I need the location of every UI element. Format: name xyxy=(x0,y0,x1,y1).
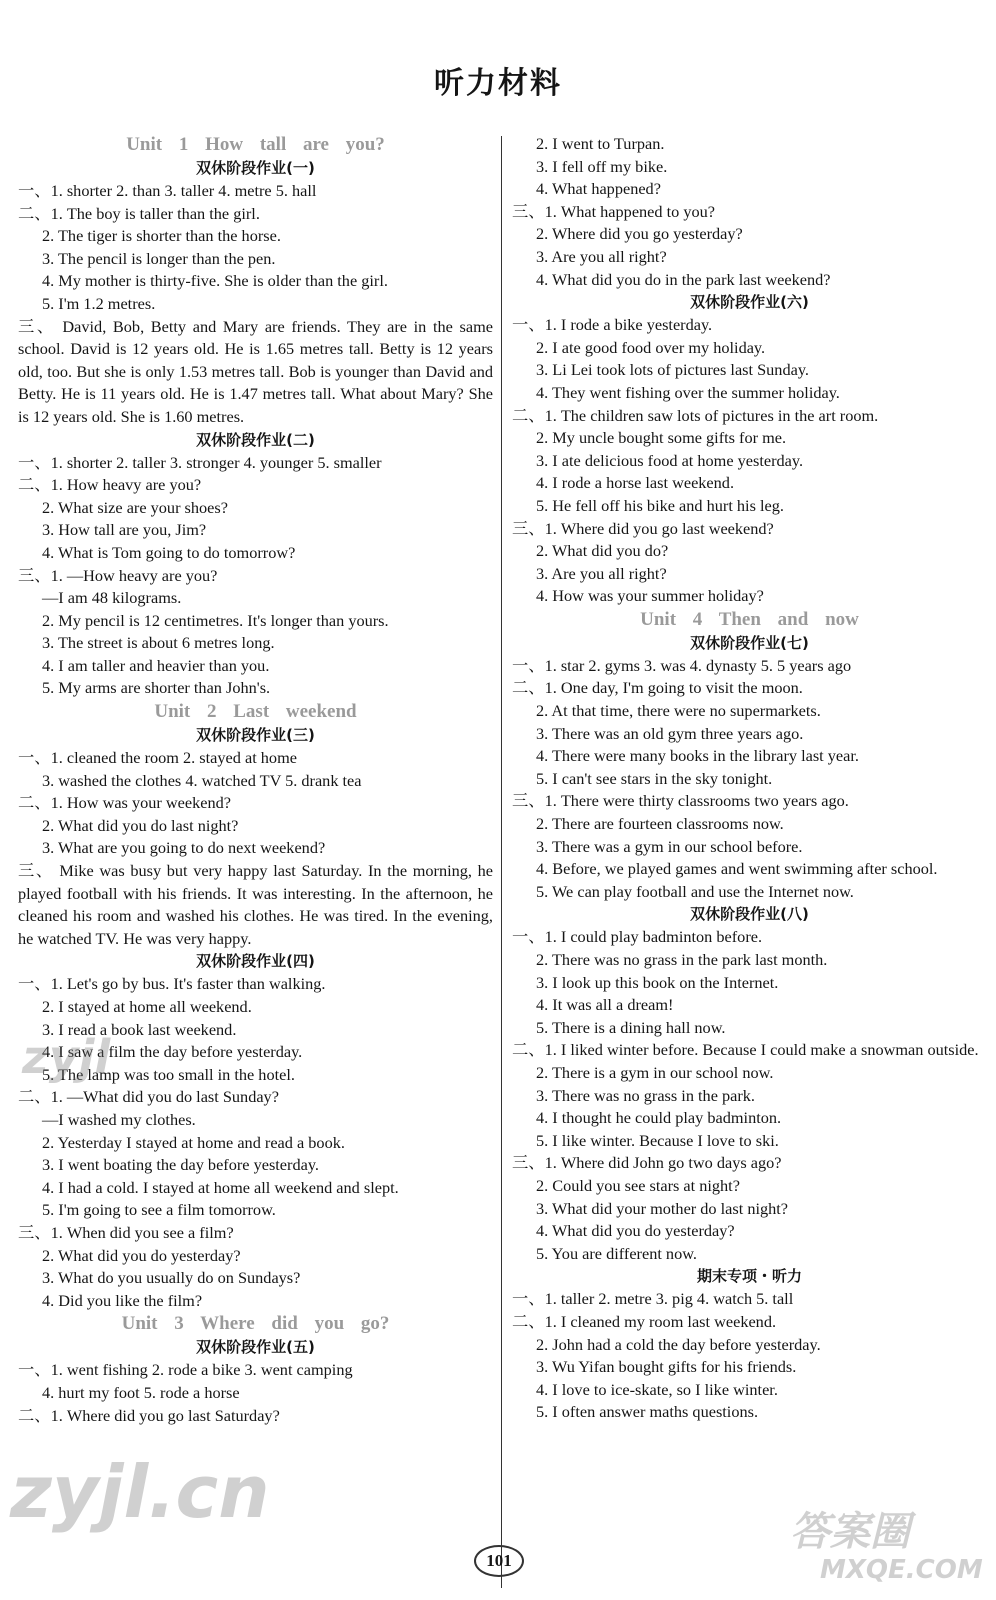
answer-line: 2. Could you see stars at night? xyxy=(536,1175,740,1195)
answer-line: 5. I can't see stars in the sky tonight. xyxy=(536,768,773,788)
unit-heading: Unit 2 Last weekend xyxy=(154,701,357,723)
answer-line: 5. You are different now. xyxy=(536,1243,697,1263)
answer-line: 4. I rode a horse last weekend. xyxy=(536,473,735,493)
unit-heading: Unit 3 Where did you go? xyxy=(121,1313,390,1335)
answer-line: 4. They went fishing over the summer holiday. xyxy=(536,382,840,402)
answer-line: 4. Before, we played games and went swimming after school. xyxy=(536,859,938,879)
answer-line: 3. The pencil is longer than the pen. xyxy=(42,248,276,268)
answer-line: 5. I'm going to see a film tomorrow. xyxy=(42,1200,276,1220)
answer-line: 三、1. When did you see a film? xyxy=(18,1222,234,1242)
section-heading: 双休阶段作业(一) xyxy=(196,159,315,177)
answer-line: 5. I'm 1.2 metres. xyxy=(42,293,156,313)
unit-heading: Unit 4 Then and now xyxy=(640,608,859,630)
answer-line: 5. I often answer maths questions. xyxy=(536,1402,759,1422)
answer-line: 4. What did you do yesterday? xyxy=(536,1221,735,1241)
answer-line: 3. There was an old gym three years ago. xyxy=(536,723,804,743)
page-number: 101 xyxy=(474,1545,524,1577)
answer-line: 二、1. —What did you do last Sunday? xyxy=(18,1087,279,1107)
left-column xyxy=(18,133,493,1427)
answer-line: 5. The lamp was too small in the hotel. xyxy=(42,1064,295,1084)
answer-line: 二、1. I cleaned my room last weekend. xyxy=(512,1311,777,1331)
answer-line: 2. There was no grass in the park last month. xyxy=(536,950,828,969)
answer-line: 一、1. shorter 2. taller 3. stronger 4. younger 5. smaller xyxy=(18,452,382,472)
answer-line: 4. I am taller and heavier than you. xyxy=(42,655,270,675)
answer-line: 5. My arms are shorter than John's. xyxy=(42,678,271,698)
answer-line: 2. John had a cold the day before yesterday. xyxy=(536,1334,821,1354)
answer-line: 2. My uncle bought some gifts for me. xyxy=(536,428,787,448)
answer-line: 4. Did you like the film? xyxy=(42,1290,203,1310)
watermark: zyjl.cn xyxy=(10,1450,270,1534)
answer-line: 4. I love to ice-skate, so I like winter. xyxy=(536,1379,778,1399)
answer-line: 2. What did you do yesterday? xyxy=(42,1245,241,1265)
watermark: zyjl xyxy=(22,1030,111,1084)
answer-line: 三、1. What happened to you? xyxy=(512,201,716,221)
answer-line: 3. Wu Yifan bought gifts for his friends. xyxy=(536,1357,797,1377)
answer-line: 一、1. I rode a bike yesterday. xyxy=(512,315,713,335)
answer-line: 3. I fell off my bike. xyxy=(536,156,668,176)
answer-line: 3. What are you going to do next weekend? xyxy=(42,838,326,858)
answer-line: 4. I thought he could play badminton. xyxy=(536,1108,782,1128)
watermark: MXQE.COM xyxy=(820,1555,983,1585)
section-heading: 双休阶段作业(三) xyxy=(196,726,315,745)
answer-line: 3. The street is about 6 metres long. xyxy=(42,633,275,653)
answer-line: —I washed my clothes. xyxy=(42,1109,196,1129)
answer-line: 二、1. The boy is taller than the girl. xyxy=(18,203,260,223)
section-heading: 双休阶段作业(六) xyxy=(690,293,809,312)
answer-line: 一、1. I could play badminton before. xyxy=(512,927,763,947)
section-heading: 双休阶段作业(八) xyxy=(690,905,809,924)
answer-line: 二、1. How was your weekend? xyxy=(18,793,231,813)
answer-line: 3. I look up this book on the Internet. xyxy=(536,972,779,992)
answer-line: 2. There is a gym in our school now. xyxy=(536,1062,774,1082)
answer-line: 4. I saw a film the day before yesterday. xyxy=(42,1042,303,1062)
answer-line: 3. I read a book last weekend. xyxy=(42,1019,237,1039)
answer-line: 3. How tall are you, Jim? xyxy=(42,520,207,540)
answer-line: 2. What did you do? xyxy=(536,541,669,561)
answer-line: 一、1. taller 2. metre 3. pig 4. watch 5. tall xyxy=(512,1289,794,1309)
answer-line: 2. What did you do last night? xyxy=(42,815,239,835)
passage: 三、 Mike was busy but very happy last Saturday. In the morning, he played football with his friends. It was interesting. In the afternoon, he cleaned his room and washed his clothes. He was tired. In the evening, he watched TV. He was very happy. xyxy=(18,861,493,948)
answer-line: 5. He fell off his bike and hurt his leg. xyxy=(536,495,784,515)
answer-line: 2. There are fourteen classrooms now. xyxy=(536,814,784,834)
answer-line: 4. What is Tom going to do tomorrow? xyxy=(42,542,296,562)
answer-line: 3. What do you usually do on Sundays? xyxy=(42,1268,301,1288)
answer-line: 3. Li Lei took lots of pictures last Sunday. xyxy=(536,360,809,380)
answer-line: 4. How was your summer holiday? xyxy=(536,586,764,606)
answer-line: 2. The tiger is shorter than the horse. xyxy=(42,226,281,246)
answer-line: 三、1. Where did John go two days ago? xyxy=(512,1153,782,1173)
answer-line: 5. We can play football and use the Internet now. xyxy=(536,881,854,901)
answer-line: 2. I ate good food over my holiday. xyxy=(536,337,766,357)
answer-line: 5. There is a dining hall now. xyxy=(536,1017,726,1037)
answer-line: 2. I went to Turpan. xyxy=(536,134,665,153)
answer-line: 4. hurt my foot 5. rode a horse xyxy=(42,1382,240,1402)
answer-line: 4. There were many books in the library last year. xyxy=(536,746,859,766)
page-title: 听力材料 xyxy=(434,66,562,101)
answer-line: 5. I like winter. Because I love to ski. xyxy=(536,1130,779,1150)
answer-line: 3. Are you all right? xyxy=(536,563,667,583)
answer-line: 一、1. cleaned the room 2. stayed at home xyxy=(18,748,297,768)
watermark: 答案圈 xyxy=(790,1509,910,1555)
answer-line: 4. It was all a dream! xyxy=(536,995,674,1015)
answer-line: 3. What did your mother do last night? xyxy=(536,1198,789,1218)
answer-line: 二、1. Where did you go last Saturday? xyxy=(18,1405,280,1425)
answer-line: 2. Where did you go yesterday? xyxy=(536,224,743,244)
answer-line: 三、1. Where did you go last weekend? xyxy=(512,518,774,538)
passage: 三、 David, Bob, Betty and Mary are friends. They are in the same school. David is 12 years old. He is 1.65 metres tall. Betty is 12 years old, too. But she is only 1.53 metres tall. Bob is younger than David and Betty. He is 11 years old. He is 1.47 metres tall. What about Mary? She is 12 years old. She is 1.60 metres. xyxy=(18,316,493,426)
answer-line: 4. I had a cold. I stayed at home all weekend and slept. xyxy=(42,1177,399,1197)
answer-line: 三、1. There were thirty classrooms two years ago. xyxy=(512,791,849,811)
section-heading: 期末专项・听力 xyxy=(696,1267,802,1286)
answer-line: 3. There was a gym in our school before. xyxy=(536,836,803,856)
answer-line: 二、1. How heavy are you? xyxy=(18,475,202,495)
answer-line: 一、1. star 2. gyms 3. was 4. dynasty 5. 5 years ago xyxy=(512,655,852,675)
answer-line: 3. I went boating the day before yesterday. xyxy=(42,1155,319,1175)
column-divider xyxy=(501,136,502,1588)
answer-line: 2. Yesterday I stayed at home and read a book. xyxy=(42,1132,345,1152)
unit-heading: Unit 1 How tall are you? xyxy=(126,134,385,155)
answer-line: 三、1. —How heavy are you? xyxy=(18,565,218,585)
answer-line: 4. What happened? xyxy=(536,179,661,199)
answer-line: 一、1. shorter 2. than 3. taller 4. metre 5. hall xyxy=(18,181,317,200)
answer-line: 3. washed the clothes 4. watched TV 5. drank tea xyxy=(42,770,362,790)
answer-line: 二、1. One day, I'm going to visit the moon. xyxy=(512,678,803,698)
answer-line: 2. At that time, there were no supermarkets. xyxy=(536,701,821,721)
section-heading: 双休阶段作业(五) xyxy=(196,1338,315,1357)
answer-line: 2. My pencil is 12 centimetres. It's longer than yours. xyxy=(42,610,389,630)
section-heading: 双休阶段作业(七) xyxy=(690,633,809,652)
answer-line: 一、1. went fishing 2. rode a bike 3. went camping xyxy=(18,1360,353,1380)
answer-line: 3. I ate delicious food at home yesterday. xyxy=(536,450,804,470)
answer-line: 4. My mother is thirty-five. She is older than the girl. xyxy=(42,271,388,291)
section-heading: 双休阶段作业(二) xyxy=(196,430,315,449)
answer-line: 3. There was no grass in the park. xyxy=(536,1085,755,1105)
answer-line: 3. Are you all right? xyxy=(536,246,667,266)
section-heading: 双休阶段作业(四) xyxy=(196,952,315,971)
answer-line: 4. What did you do in the park last weekend? xyxy=(536,269,831,289)
answer-line: 一、1. Let's go by bus. It's faster than walking. xyxy=(18,974,326,994)
answer-line: 二、1. The children saw lots of pictures in the art room. xyxy=(512,405,879,425)
answer-line: —I am 48 kilograms. xyxy=(42,588,182,608)
answer-line: 二、1. I liked winter before. Because I could make a snowman outside. xyxy=(512,1040,979,1060)
right-column xyxy=(512,133,987,1424)
answer-line: 2. I stayed at home all weekend. xyxy=(42,997,252,1016)
answer-line: 2. What size are your shoes? xyxy=(42,497,228,517)
